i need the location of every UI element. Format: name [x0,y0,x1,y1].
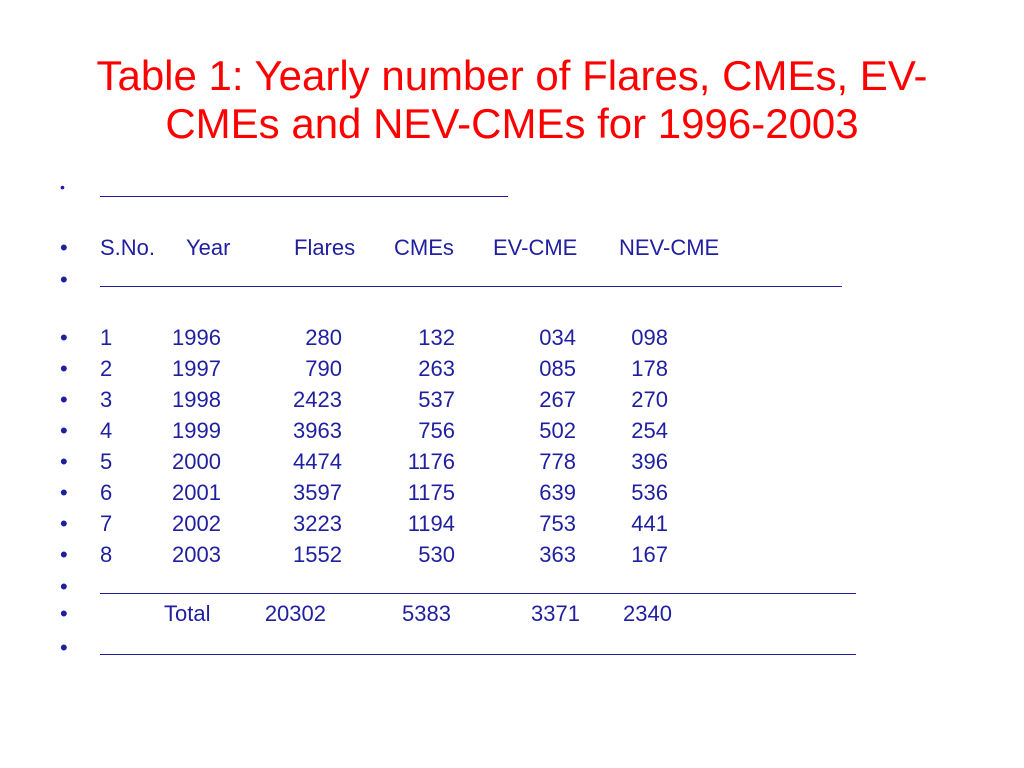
header-cmes: CMEs [394,235,454,260]
cell-nev: 270 [631,387,668,412]
cell-sno: 1 [100,325,113,350]
cell-nev: 178 [631,356,668,381]
cell-nev: 536 [631,480,668,505]
cell-ev: 502 [539,418,576,443]
cell-ev: 085 [539,356,576,381]
cell-cmes: 1194 [407,511,455,536]
cell-nev: 254 [631,418,668,443]
cell-year: 1997 [172,356,221,381]
divider [100,593,856,594]
header-sno: S.No. [100,235,156,260]
cell-flares: 280 [305,325,342,350]
cell-cmes: 530 [418,542,455,567]
cell-cmes: 132 [418,325,455,350]
bullet: • [60,387,68,412]
cell-sno: 7 [100,511,113,536]
table-row [0,539,1024,570]
cell-cmes: 1175 [407,480,455,505]
cell-sno: 6 [100,480,113,505]
cell-ev: 267 [539,387,576,412]
bullet: • [60,635,68,660]
cell-flares: 3223 [293,511,342,536]
table-row [0,415,1024,446]
cell-flares: 790 [305,356,342,381]
cell-flares: 4474 [293,449,342,474]
cell-ev: 778 [539,449,576,474]
header-flares: Flares [294,235,356,260]
cell-ev: 034 [539,325,576,350]
slide-title: Table 1: Yearly number of Flares, CMEs, EV-CMEs and NEV-CMEs for 1996-2003 [96,52,928,147]
bullet: • [60,449,68,474]
bullet: • [60,601,68,626]
cell-year: 2002 [172,511,221,536]
total-ev: 3371 [531,601,580,626]
cell-nev: 441 [631,511,668,536]
bullet: • [60,574,68,599]
table-total-row [0,598,1024,629]
bullet: • [60,235,68,260]
cell-year: 2001 [172,480,221,505]
cell-cmes: 263 [418,356,455,381]
total-flares: 20302 [264,601,326,626]
cell-ev: 753 [539,511,576,536]
cell-year: 1999 [172,418,221,443]
bullet: • [60,418,68,443]
table-row [0,384,1024,415]
total-nev: 2340 [623,601,672,626]
divider [100,286,842,287]
bullet: • [60,480,68,505]
cell-sno: 4 [100,418,113,443]
table-row [0,508,1024,539]
header-ev-cme: EV-CME [493,235,578,260]
cell-nev: 396 [631,449,668,474]
cell-flares: 1552 [293,542,342,567]
table-row [0,477,1024,508]
divider [100,196,508,197]
header-nev-cme: NEV-CME [619,235,720,260]
cell-nev: 167 [631,542,668,567]
cell-sno: 8 [100,542,113,567]
cell-sno: 3 [100,387,113,412]
bullet: • [60,356,68,381]
cell-sno: 2 [100,356,113,381]
cell-flares: 3597 [293,480,342,505]
cell-year: 2003 [172,542,221,567]
cell-ev: 363 [539,542,576,567]
cell-flares: 2423 [293,387,342,412]
bullet: • [60,511,68,536]
table-row [0,322,1024,353]
total-label: Total [164,601,211,626]
bullet: • [60,179,65,195]
table-row [0,353,1024,384]
table-header [0,232,1024,263]
divider [100,654,856,655]
cell-ev: 639 [539,480,576,505]
cell-year: 1998 [172,387,221,412]
table-row [0,446,1024,477]
total-cmes: 5383 [402,601,451,626]
cell-sno: 5 [100,449,113,474]
bullet: • [60,542,68,567]
cell-year: 2000 [172,449,221,474]
header-year: Year [186,235,231,260]
bullet: • [60,325,68,350]
bullet: • [60,267,68,292]
cell-flares: 3963 [293,418,342,443]
cell-cmes: 1176 [407,449,455,474]
cell-year: 1996 [172,325,221,350]
cell-cmes: 756 [418,418,455,443]
cell-cmes: 537 [418,387,455,412]
cell-nev: 098 [631,325,668,350]
